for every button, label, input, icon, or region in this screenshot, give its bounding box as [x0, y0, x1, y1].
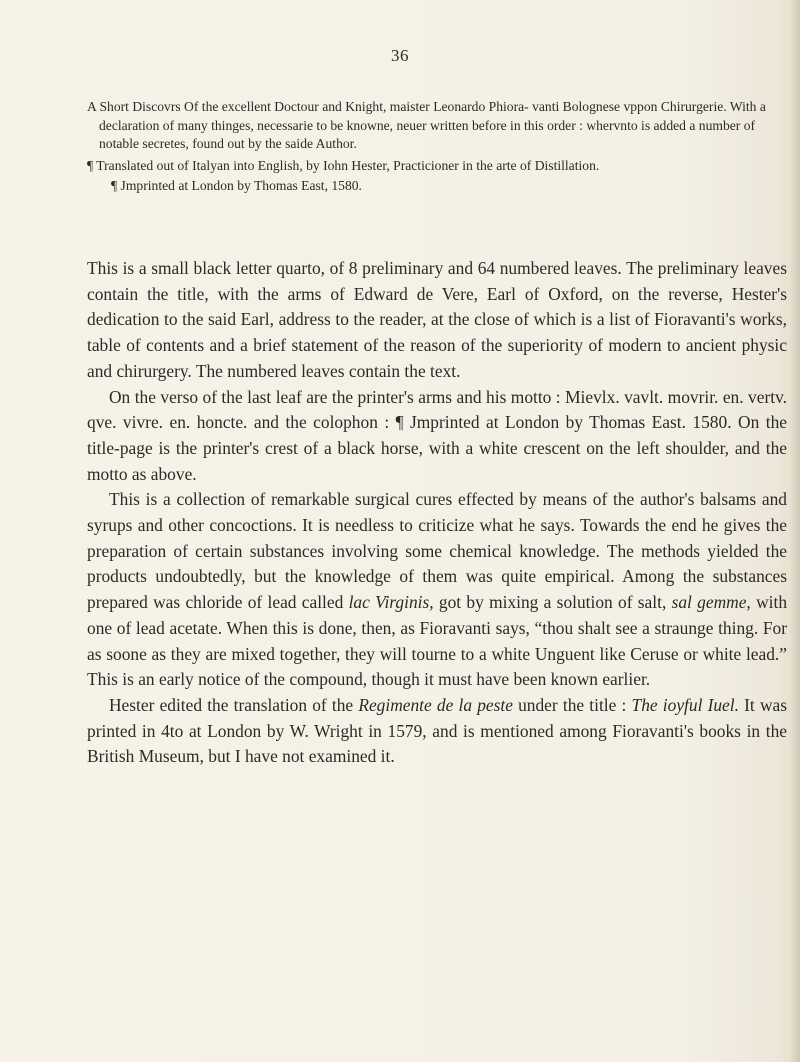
paragraph-hester — [87, 693, 787, 770]
page-number: 36 — [391, 46, 409, 65]
text-segment: under the title : — [512, 694, 632, 715]
text-segment: with one of lead acetate. When this is done, then, as Fioravanti says, “thou shalt see a straunge thing. For as soone as they are mixed together, they will tourne to a white Unguent like Ceruse or white lead.” This is an early notice of the compound, though it must have been known earlier. — [87, 592, 788, 690]
paragraph-description: This is a small black letter quarto, of 8 preliminary and 64 numbered leaves. The preliminary leaves contain the title, with the arms of Edward de Vere, Earl of Oxford, on the reverse, Hester's dedication to the said Earl, address to the reader, at the close of which is a list of Fioravanti's works, table of contents and a brief statement of the reason of the superiority of modern to ancient physic and chirurgery. The numbered leaves contain the text. — [87, 258, 787, 381]
italic-title-ioyful-iuel: The ioyful Iuel. — [631, 694, 739, 715]
paragraph-colophon: On the verso of the last leaf are the printer's arms and his motto : Mievlx. vavlt. movrir. en. vertv. qve. vivre. en. honcte. and the colophon : ¶ Jmprinted at London by Thomas East. 1580. On the title-page is the printer's crest of a black horse, with a white crescent on the left shoulder, and the motto as above. — [87, 386, 787, 484]
body-text — [87, 256, 787, 770]
citation-translator: ¶ Translated out of Italyan into English, by Iohn Hester, Practicioner in the arte of Distillation. — [87, 157, 600, 173]
italic-term-sal-gemme: sal gemme, — [671, 592, 751, 613]
text-segment: got by mixing a solution of salt, — [433, 592, 672, 613]
italic-title-regimente: Regimente de la peste — [358, 694, 513, 715]
page-edge — [790, 0, 800, 1062]
text-segment: This is a collection of remarkable surgical cures effected by means of the author's balsams and syrups and other concoctions. It is needless to criticize what he says. Towards the end he gives the preparation of certain substances involving some chemical knowledge. The methods yielded the products undoubtedly, but the knowledge of them was quite empirical. Among the substances prepared was chloride of lead called — [87, 489, 787, 613]
citation-title: A Short Discovrs Of the excellent Doctour and Knight, maister Leonardo Phiora- vanti Bolognese vppon Chirurgerie. With a declaration of many thinges, necessarie to be knowne, neuer written before in this order : whervnto is added a number of notable secretes, found out by the saide Author. — [87, 99, 766, 151]
text-segment: Hester edited the translation of the — [109, 694, 359, 715]
bibliographic-citation — [87, 98, 777, 196]
italic-term-lac-virginis: lac Virginis, — [348, 592, 434, 613]
text-segment: It was printed in 4to at London by W. Wright in 1579, and is mentioned among Fioravanti's books in the British Museum, but I have not examined it. — [87, 694, 787, 767]
citation-imprint: ¶ Jmprinted at London by Thomas East, 1580. — [111, 178, 362, 193]
paragraph-collection — [87, 487, 787, 693]
